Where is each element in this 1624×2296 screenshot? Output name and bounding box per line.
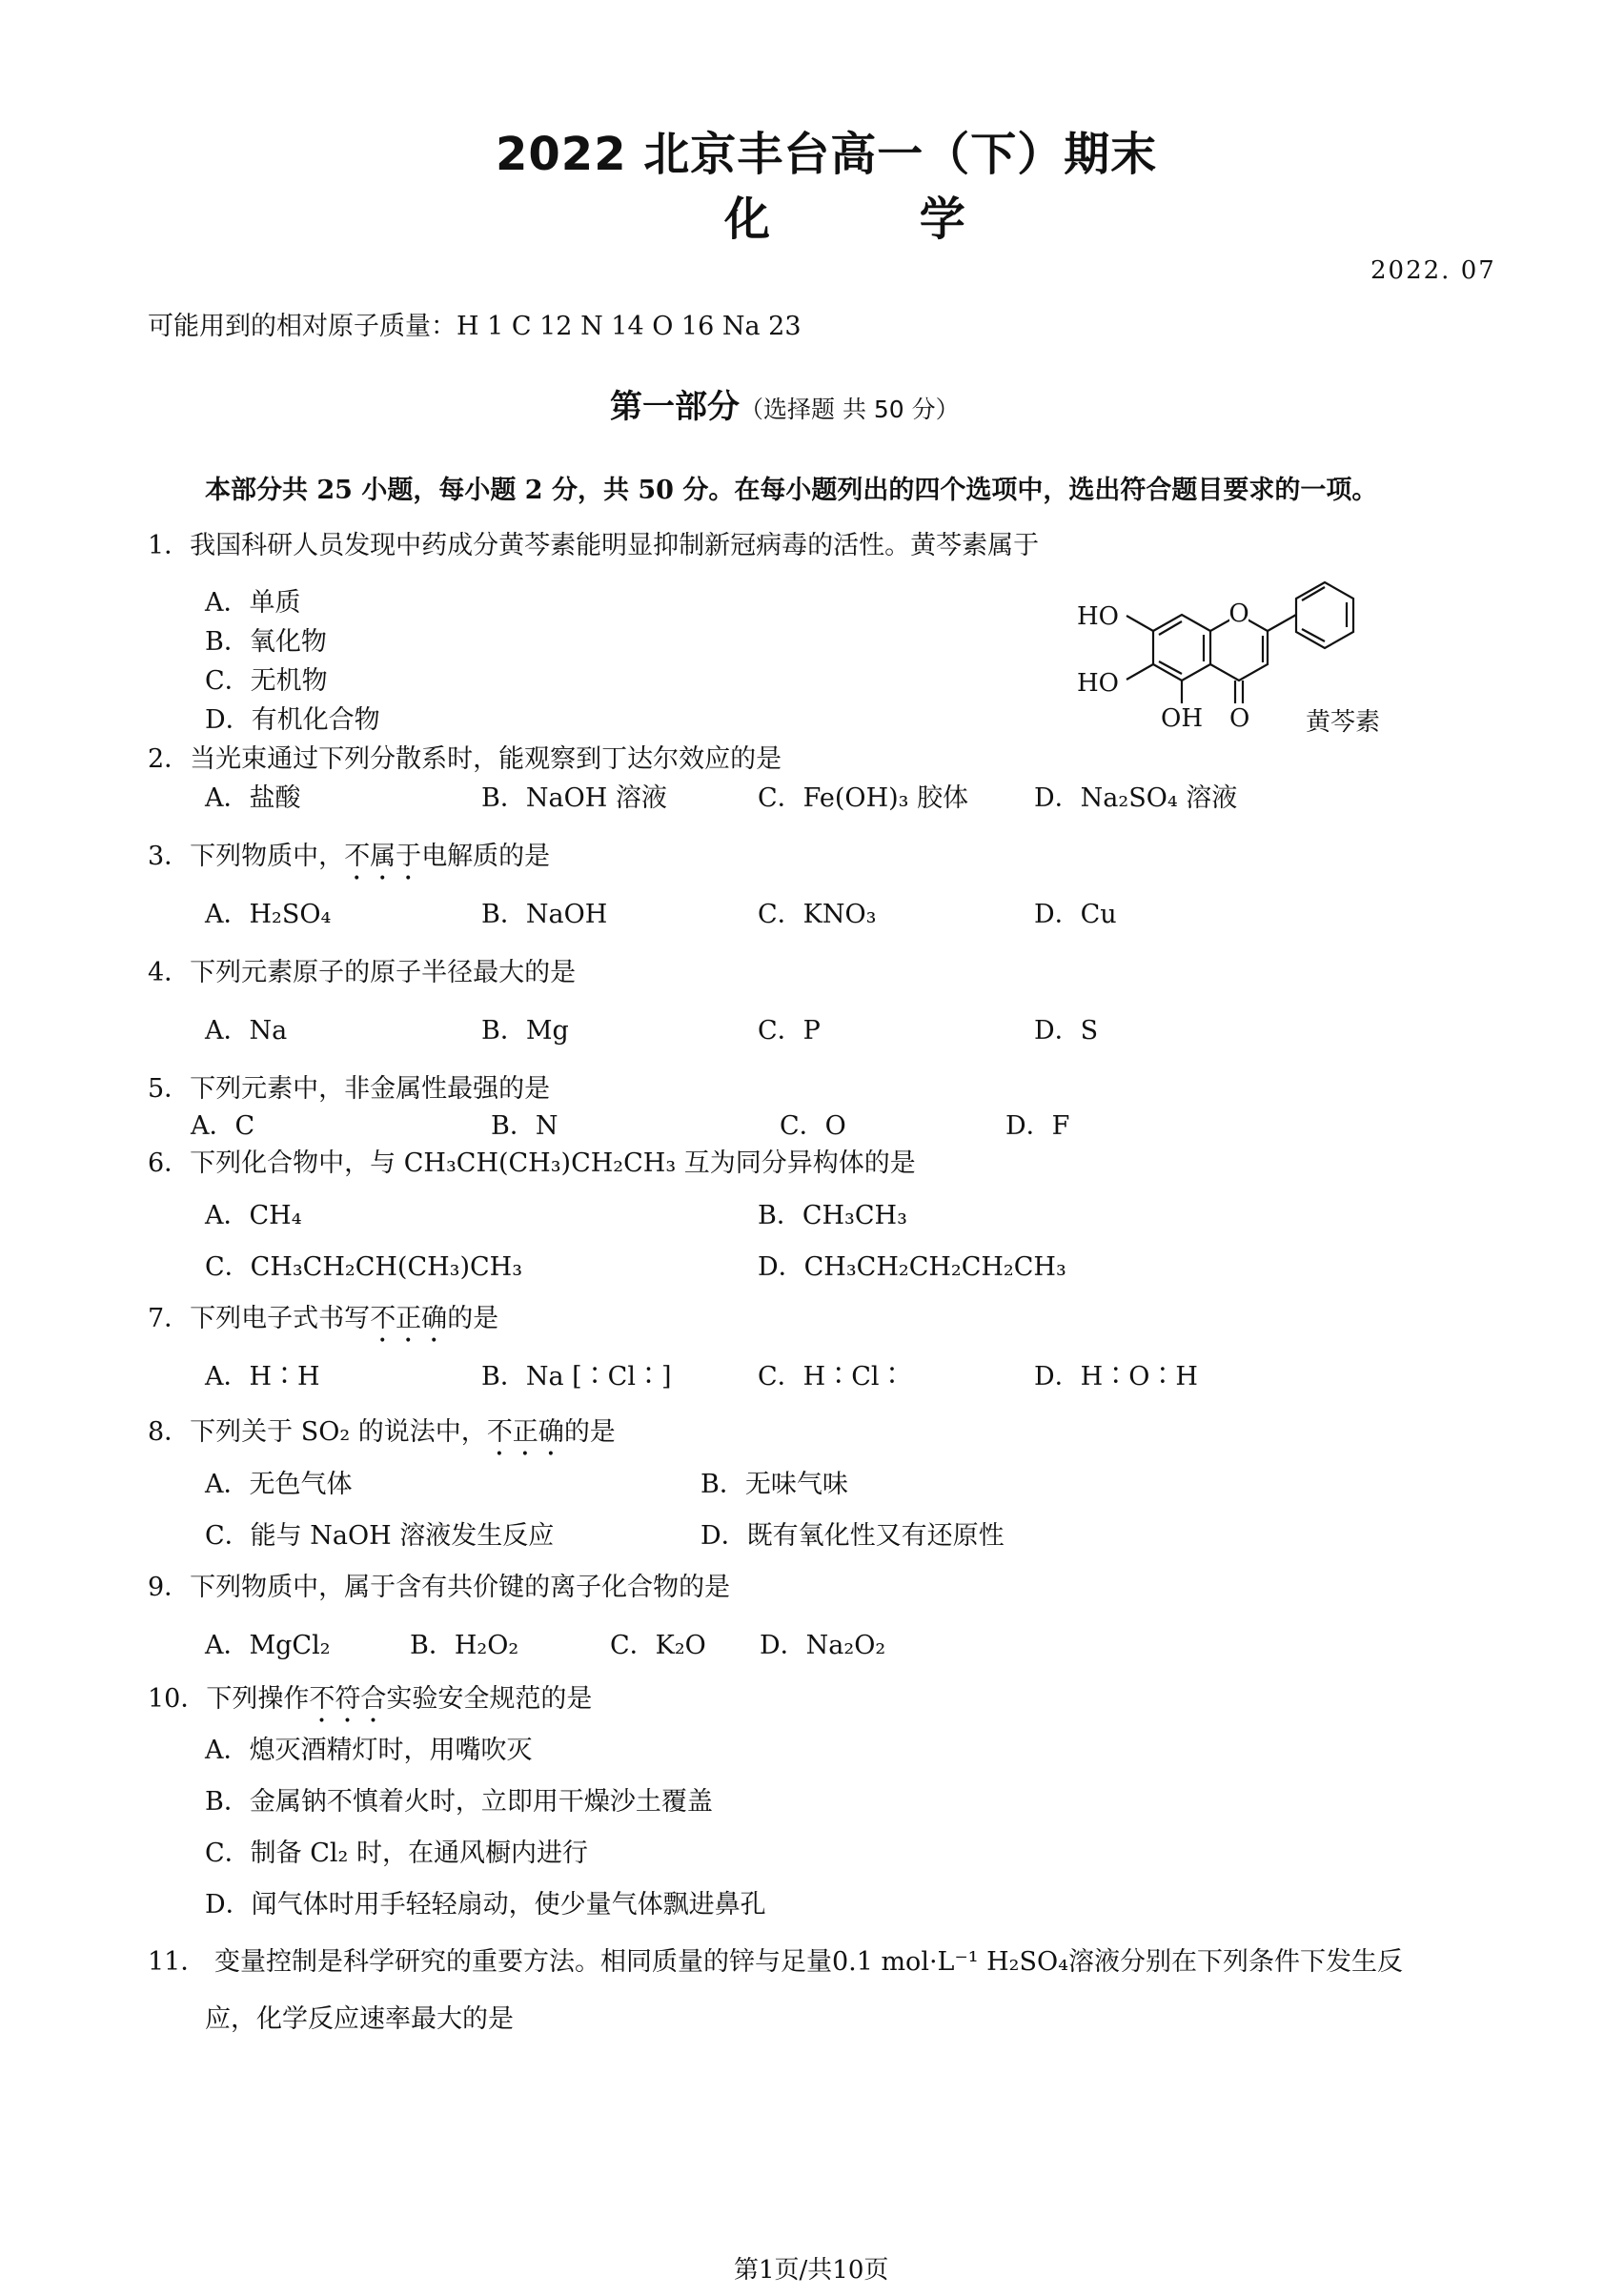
question-stem-continued: 应，化学反应速率最大的是: [205, 2004, 514, 2034]
emphasis-text: 不正确: [370, 1304, 448, 1333]
stem-text: 3．下列物质中，: [148, 842, 345, 871]
option: B．Mg: [481, 1016, 569, 1046]
question-stem: 5．下列元素中，非金属性最强的是: [148, 1074, 551, 1104]
option: A．Na: [205, 1016, 288, 1046]
option: D．有机化合物: [205, 705, 380, 735]
question-stem: 1．我国科研人员发现中药成分黄芩素能明显抑制新冠病毒的活性。黄芩素属于: [148, 531, 1040, 560]
option: C．CH₃CH₂CH(CH₃)CH₃: [205, 1252, 523, 1282]
option: B．无味气味: [700, 1470, 848, 1499]
page-number: 第1页/共10页: [734, 2256, 889, 2285]
option: A．C: [191, 1111, 255, 1141]
option: C．能与 NaOH 溶液发生反应: [205, 1521, 555, 1551]
option: A．单质: [205, 588, 301, 618]
part-title: 第一部分: [610, 388, 740, 426]
option: B．金属钠不慎着火时，立即用干燥沙土覆盖: [205, 1787, 713, 1817]
stem-text: 的是: [447, 1304, 499, 1333]
emphasis-text: 不属于: [344, 842, 422, 871]
stem-text: 的是: [563, 1417, 616, 1447]
option: B．CH₃CH₃: [758, 1201, 907, 1230]
stem-text: 实验安全规范的是: [386, 1684, 593, 1714]
option: A．H₂SO₄: [205, 900, 332, 929]
option: D．既有氧化性又有还原性: [700, 1521, 1005, 1551]
option: B．Na [∶Cl∶]: [481, 1362, 672, 1392]
question-stem: [148, 1416, 616, 1462]
exam-title: 2022 北京丰台高一（下）期末: [496, 128, 1158, 181]
ring-oxygen: O: [1228, 599, 1249, 628]
hydroxyl-label: OH: [1161, 704, 1203, 733]
question-stem: 11． 变量控制是科学研究的重要方法。相同质量的锌与足量0.1 mol·L⁻¹ H₂SO₄溶液分别在下列条件下发生反: [148, 1947, 1403, 1977]
option: C．制备 Cl₂ 时，在通风橱内进行: [205, 1839, 588, 1868]
part-instructions: 本部分共 25 小题，每小题 2 分，共 50 分。在每小题列出的四个选项中，选出符合题目要求的一项。: [205, 476, 1378, 505]
option: B．H₂O₂: [410, 1631, 519, 1660]
option: C．K₂O: [610, 1631, 706, 1660]
atomic-masses: 可能用到的相对原子质量：H 1 C 12 N 14 O 16 Na 23: [148, 312, 802, 341]
stem-text: 电解质的是: [421, 842, 551, 871]
option: C．Fe(OH)₃ 胶体: [758, 783, 969, 813]
option: C．P: [758, 1016, 821, 1046]
option: A．H∶H: [205, 1362, 320, 1392]
part-heading: [610, 387, 960, 428]
stem-text: 8．下列关于 SO₂ 的说法中，: [148, 1417, 487, 1447]
stem-text: 10．下列操作: [148, 1684, 310, 1714]
option: A．CH₄: [205, 1201, 302, 1230]
option: D．S: [1034, 1016, 1099, 1046]
option: D．Na₂O₂: [760, 1631, 886, 1660]
option: B．氧化物: [205, 627, 327, 657]
option: D．CH₃CH₂CH₂CH₂CH₃: [758, 1252, 1066, 1282]
option: A．MgCl₂: [205, 1631, 331, 1660]
option: D．Cu: [1034, 900, 1117, 929]
emphasis-text: 不正确: [486, 1417, 564, 1447]
option: D．F: [1005, 1111, 1070, 1141]
option: A．熄灭酒精灯时，用嘴吹灭: [205, 1736, 533, 1765]
option: D．闻气体时用手轻轻扇动，使少量气体飘进鼻孔: [205, 1890, 766, 1920]
question-stem: 6．下列化合物中，与 CH₃CH(CH₃)CH₂CH₃ 互为同分异构体的是: [148, 1148, 916, 1178]
option: D．Na₂SO₄ 溶液: [1034, 783, 1238, 813]
option: A．无色气体: [205, 1470, 353, 1499]
question-stem: [148, 1303, 498, 1349]
option: D．H∶O∶H: [1034, 1362, 1198, 1392]
question-stem: 2．当光束通过下列分散系时，能观察到丁达尔效应的是: [148, 744, 782, 774]
keto-oxygen: O: [1229, 704, 1250, 733]
hydroxyl-label: HO: [1077, 602, 1119, 631]
exam-date: 2022. 07: [1370, 256, 1496, 285]
option: C．无机物: [205, 666, 328, 696]
question-stem: [148, 1683, 592, 1729]
part-subtitle: （选择题 共 50 分）: [740, 396, 960, 423]
emphasis-text: 不符合: [309, 1684, 387, 1714]
option: B．NaOH 溶液: [481, 783, 667, 813]
stem-text: 7．下列电子式书写: [148, 1304, 371, 1333]
question-stem: 9．下列物质中，属于含有共价键的离子化合物的是: [148, 1573, 731, 1602]
subject-title: 化 学: [724, 193, 1032, 246]
option: C．H∶Cl∶: [758, 1362, 905, 1392]
option: B．N: [491, 1111, 558, 1141]
option: C．KNO₃: [758, 900, 877, 929]
question-stem: 4．下列元素原子的原子半径最大的是: [148, 958, 577, 987]
option: A．盐酸: [205, 783, 301, 813]
molecule-name: 黄芩素: [1306, 708, 1381, 737]
option: C．O: [780, 1111, 846, 1141]
question-stem: [148, 841, 550, 886]
option: B．NaOH: [481, 900, 608, 929]
hydroxyl-label: HO: [1077, 669, 1119, 698]
